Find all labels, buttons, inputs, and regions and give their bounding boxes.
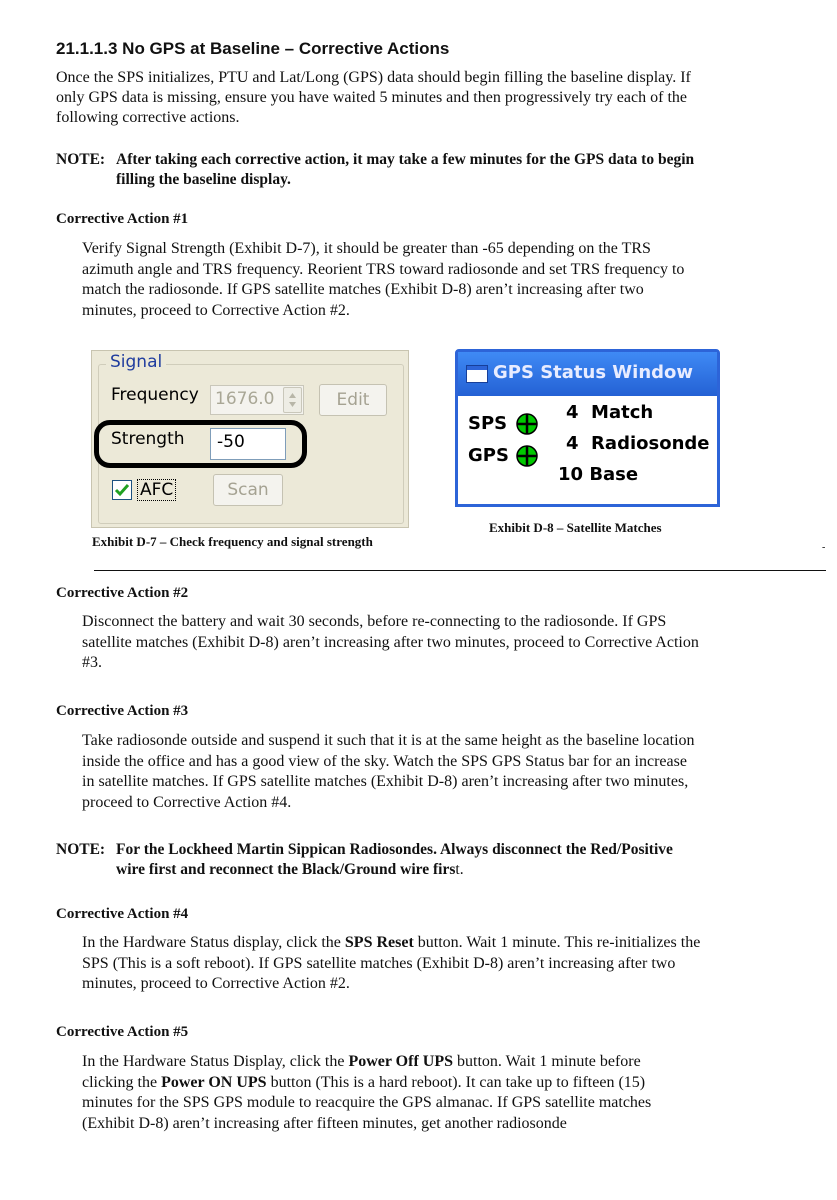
base-count: 10 Base bbox=[558, 464, 639, 485]
note1-line: After taking each corrective action, it may take a few minutes for the GPS data to begin bbox=[116, 151, 695, 168]
corrective-action-4-title: Corrective Action #4 bbox=[56, 906, 189, 922]
sps-reset-ref: SPS Reset bbox=[344, 934, 414, 951]
body-line: azimuth angle and TRS frequency. Reorient TRS toward radiosonde and set TRS frequency to bbox=[82, 260, 685, 278]
text-run: button (This is a hard reboot). It can take up to fifteen (15) bbox=[266, 1073, 646, 1091]
stray-mark: - bbox=[822, 542, 826, 553]
body-line: minutes, proceed to Corrective Action #2. bbox=[82, 301, 350, 319]
text-run: button. Wait 1 minute before bbox=[453, 1053, 641, 1070]
strength-value: -50 bbox=[217, 432, 245, 452]
intro-line: Once the SPS initializes, PTU and Lat/Long (GPS) data should begin filling the baseline display. If bbox=[56, 69, 691, 86]
strength-label: Strength bbox=[111, 429, 185, 449]
note2-line bbox=[116, 861, 464, 879]
corrective-action-3-body bbox=[82, 731, 802, 813]
body-line bbox=[82, 1052, 802, 1073]
text-run: In the Hardware Status display, click the bbox=[82, 934, 345, 951]
sps-label: SPS bbox=[468, 413, 508, 434]
spinner-arrows-icon bbox=[284, 388, 301, 412]
body-line: minutes for the SPS GPS module to reacquire the GPS almanac. If GPS satellite matches bbox=[82, 1094, 652, 1111]
text-run: In the Hardware Status Display, click the bbox=[82, 1053, 349, 1070]
corrective-action-1-title: Corrective Action #1 bbox=[56, 211, 189, 227]
scan-button[interactable]: Scan bbox=[213, 474, 283, 506]
frequency-spinner[interactable] bbox=[283, 387, 302, 413]
corrective-action-5-body bbox=[82, 1052, 802, 1134]
edit-button[interactable]: Edit bbox=[319, 384, 387, 416]
window-icon bbox=[466, 365, 488, 383]
body-line: Take radiosonde outside and suspend it such that it is at the same height as the baseline location bbox=[82, 732, 695, 749]
corrective-action-1-body bbox=[82, 239, 782, 321]
body-line: Verify Signal Strength (Exhibit D-7), it should be greater than -65 depending on the TRS bbox=[82, 240, 651, 257]
body-line: match the radiosonde. If GPS satellite matches (Exhibit D-8) aren’t increasing after two bbox=[82, 281, 644, 298]
note1-line: filling the baseline display. bbox=[116, 171, 291, 188]
gps-window-title: GPS Status Window bbox=[493, 362, 694, 383]
body-line: SPS (This is a soft reboot). If GPS satellite matches (Exhibit D-8) aren’t increasing after two bbox=[82, 954, 676, 972]
corrective-action-2-title: Corrective Action #2 bbox=[56, 585, 189, 601]
radiosonde-count: 4 Radiosonde bbox=[566, 433, 710, 454]
highlight-circle bbox=[94, 420, 307, 468]
body-line: #3. bbox=[82, 654, 102, 671]
checkmark-icon bbox=[113, 481, 131, 499]
body-line bbox=[82, 933, 802, 954]
sps-status-indicator-icon bbox=[516, 413, 538, 435]
body-line: minutes, proceed to Corrective Action #2. bbox=[82, 975, 350, 992]
afc-checkbox[interactable] bbox=[112, 480, 132, 500]
gps-status-indicator-icon bbox=[516, 445, 538, 467]
power-on-ups-ref: Power ON UPS bbox=[161, 1073, 267, 1091]
body-line: satellite matches (Exhibit D-8) aren’t increasing after two minutes, proceed to Corrective Action bbox=[82, 633, 699, 651]
text-run: button. Wait 1 minute. This re-initializes the bbox=[413, 934, 701, 951]
text-run: clicking the bbox=[82, 1073, 162, 1091]
exhibit-d7-caption: Exhibit D-7 – Check frequency and signal strength bbox=[92, 534, 373, 549]
corrective-action-4-body bbox=[82, 933, 802, 995]
gps-label: GPS bbox=[468, 445, 509, 466]
frequency-value: 1676.0 bbox=[215, 389, 275, 409]
intro-line: only GPS data is missing, ensure you have waited 5 minutes and then progressively try each of the bbox=[56, 89, 687, 106]
power-off-ups-ref: Power Off UPS bbox=[348, 1053, 454, 1070]
body-line: Disconnect the battery and wait 30 seconds, before re-connecting to the radiosonde. If GPS bbox=[82, 613, 667, 630]
signal-group-title: Signal bbox=[106, 352, 166, 372]
body-line: in satellite matches. If GPS satellite matches (Exhibit D-8) aren’t increasing after two minutes, bbox=[82, 773, 689, 790]
body-line: inside the office and has a good view of the sky. Watch the SPS GPS Status bar for an increase bbox=[82, 752, 687, 770]
corrective-action-5-title: Corrective Action #5 bbox=[56, 1024, 189, 1040]
horizontal-rule bbox=[94, 570, 826, 571]
intro-line: following corrective actions. bbox=[56, 109, 240, 126]
note1-prefix: NOTE: bbox=[56, 151, 106, 168]
note2-end-text: t. bbox=[455, 861, 464, 878]
corrective-action-3-title: Corrective Action #3 bbox=[56, 703, 189, 719]
note2-line: For the Lockheed Martin Sippican Radiosondes. Always disconnect the Red/Positive bbox=[116, 841, 673, 858]
afc-label: AFC bbox=[137, 479, 176, 501]
body-line bbox=[82, 1073, 802, 1094]
note2-bold-text: wire first and reconnect the Black/Ground wire firs bbox=[116, 861, 456, 878]
intro-paragraph bbox=[56, 68, 691, 128]
note2-prefix: NOTE: bbox=[56, 841, 106, 858]
corrective-action-2-body bbox=[82, 612, 802, 674]
frequency-label: Frequency bbox=[111, 385, 199, 405]
section-heading: 21.1.1.3 No GPS at Baseline – Corrective Actions bbox=[56, 39, 450, 58]
body-line: (Exhibit D-8) aren’t increasing after fifteen minutes, get another radiosonde bbox=[82, 1114, 567, 1132]
body-line: proceed to Corrective Action #4. bbox=[82, 793, 292, 811]
exhibit-d8-caption: Exhibit D-8 – Satellite Matches bbox=[489, 520, 662, 535]
match-count: 4 Match bbox=[566, 402, 654, 423]
